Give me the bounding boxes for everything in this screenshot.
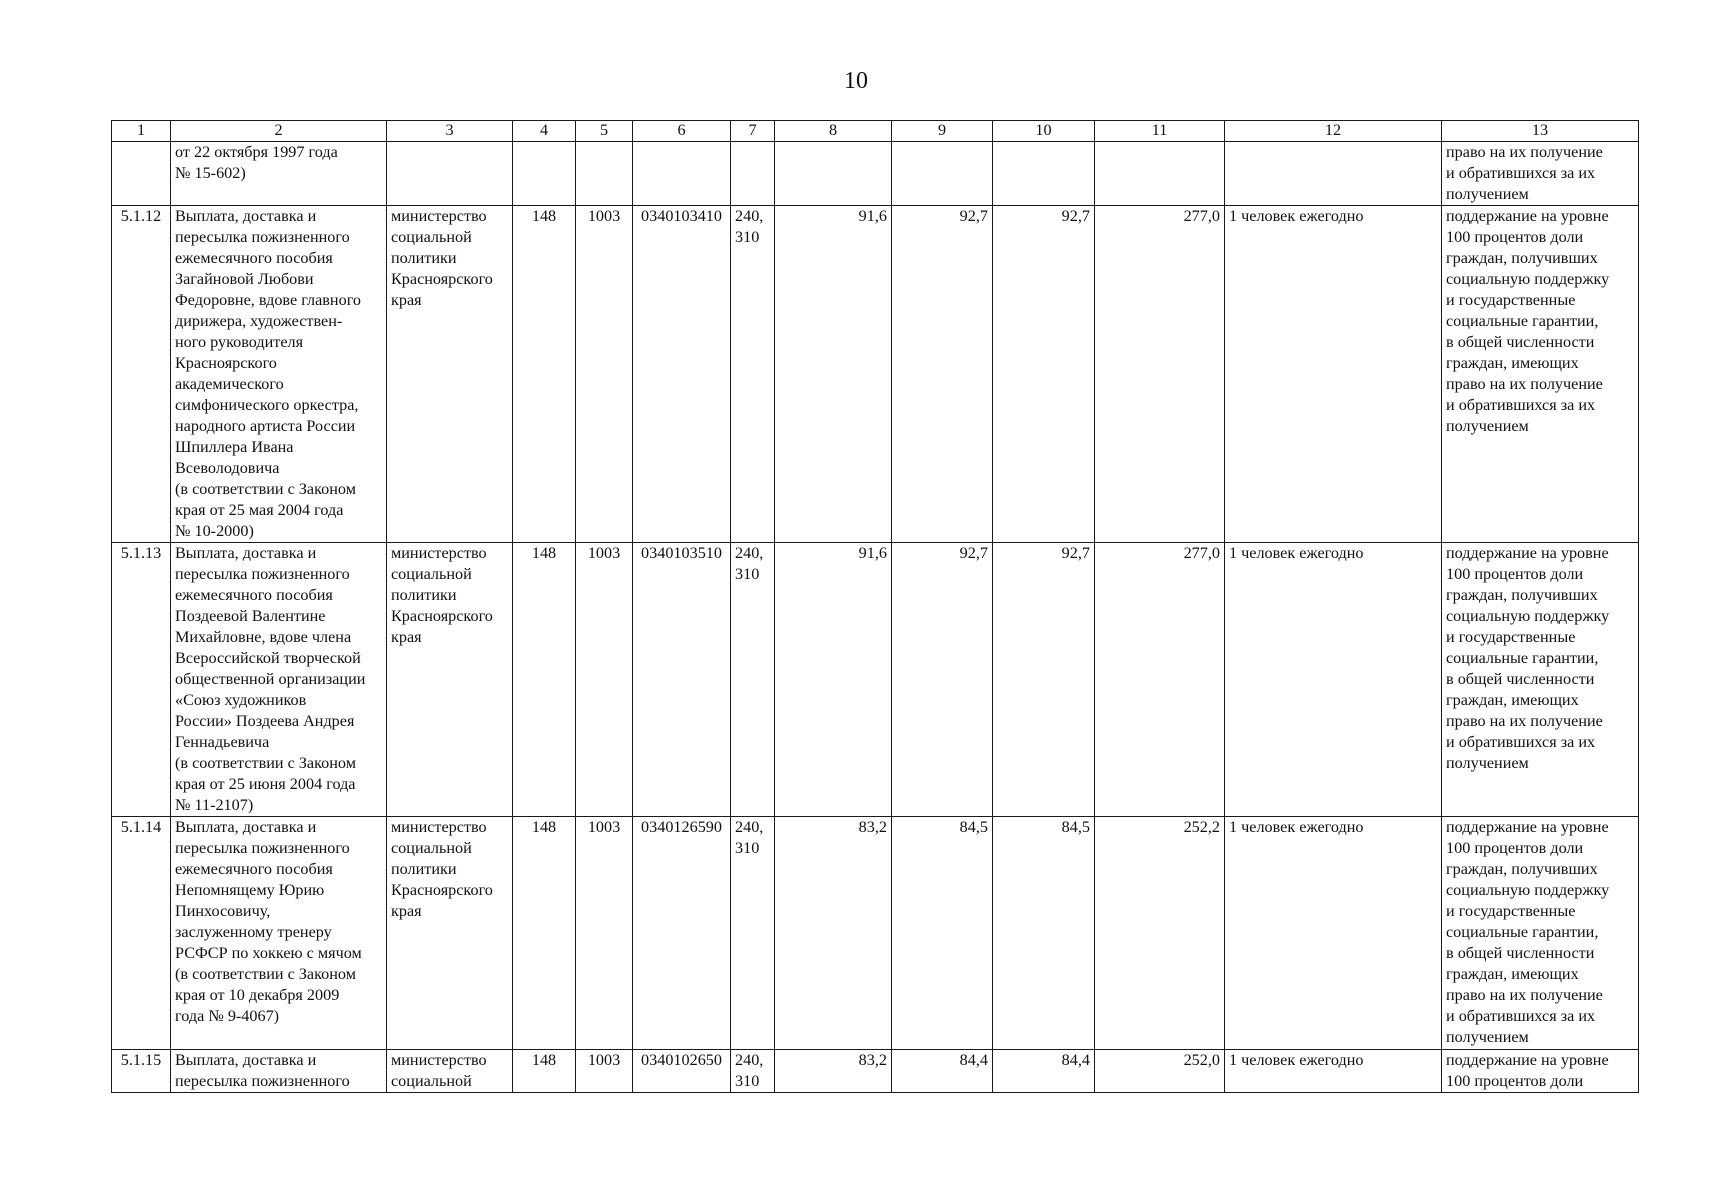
measure-description: Выплата, доставка и пересылка пожизненного ежемесячного пособия Непомнящему Юрию Пинхосовичу, заслуженному тренеру РСФСР по хоккею с мячом (в соответствии с Законом края от 10 декабря 2009 года № 9-4067) [171, 817, 387, 1050]
code-section: 1003 [576, 206, 633, 543]
column-number-5: 5 [576, 121, 633, 142]
responsible-body: министерство социальной политики Красноярского края [387, 817, 513, 1050]
row-number [112, 142, 171, 206]
column-number-10: 10 [993, 121, 1095, 142]
amount-col-9: 92,7 [892, 543, 993, 817]
table-row-continuation [112, 142, 1639, 206]
column-number-9: 9 [892, 121, 993, 142]
code-grbs: 148 [513, 1050, 576, 1093]
code-grbs: 148 [513, 817, 576, 1050]
amount-col-10: 92,7 [993, 206, 1095, 543]
amount-total: 252,0 [1095, 1050, 1225, 1093]
amount-col-8 [775, 142, 892, 206]
code-expense-type: 240, 310 [731, 543, 775, 817]
expected-result: 1 человек ежегодно [1225, 817, 1442, 1050]
table-row [112, 543, 1639, 817]
column-number-header-row [112, 121, 1639, 142]
responsible-body: министерство социальной [387, 1050, 513, 1093]
amount-total: 252,2 [1095, 817, 1225, 1050]
table-row [112, 206, 1639, 543]
column-number-13: 13 [1442, 121, 1639, 142]
indicator-description: поддержание на уровне 100 процентов доли граждан, получивших социальную поддержку и государственные социальные гарантии, в общей численности граждан, имеющих право на их получение и обратившихся за их получением [1442, 543, 1639, 817]
column-number-6: 6 [633, 121, 731, 142]
column-number-11: 11 [1095, 121, 1225, 142]
code-grbs [513, 142, 576, 206]
amount-col-10 [993, 142, 1095, 206]
indicator-description: поддержание на уровне 100 процентов доли граждан, получивших социальную поддержку и государственные социальные гарантии, в общей численности граждан, имеющих право на их получение и обратившихся за их получением [1442, 817, 1639, 1050]
code-section [576, 142, 633, 206]
column-number-4: 4 [513, 121, 576, 142]
indicator-description: поддержание на уровне 100 процентов доли граждан, получивших социальную поддержку и государственные социальные гарантии, в общей численности граждан, имеющих право на их получение и обратившихся за их получением [1442, 206, 1639, 543]
indicator-description: поддержание на уровне 100 процентов доли [1442, 1050, 1639, 1093]
column-number-8: 8 [775, 121, 892, 142]
amount-col-9: 84,4 [892, 1050, 993, 1093]
expected-result [1225, 142, 1442, 206]
amount-total [1095, 142, 1225, 206]
code-expense-type [731, 142, 775, 206]
table-row [112, 817, 1639, 1050]
code-expense-type: 240, 310 [731, 1050, 775, 1093]
code-grbs: 148 [513, 206, 576, 543]
column-number-7: 7 [731, 121, 775, 142]
row-number: 5.1.13 [112, 543, 171, 817]
amount-col-8: 83,2 [775, 817, 892, 1050]
amount-col-8: 83,2 [775, 1050, 892, 1093]
code-target-article: 0340126590 [633, 817, 731, 1050]
amount-col-10: 84,5 [993, 817, 1095, 1050]
responsible-body [387, 142, 513, 206]
code-section: 1003 [576, 1050, 633, 1093]
row-number: 5.1.14 [112, 817, 171, 1050]
code-target-article: 0340103510 [633, 543, 731, 817]
table-row [112, 1050, 1639, 1093]
measure-description: Выплата, доставка и пересылка пожизненного [171, 1050, 387, 1093]
column-number-2: 2 [171, 121, 387, 142]
amount-col-8: 91,6 [775, 543, 892, 817]
amount-total: 277,0 [1095, 206, 1225, 543]
code-target-article [633, 142, 731, 206]
responsible-body: министерство социальной политики Красноярского края [387, 206, 513, 543]
amount-col-9 [892, 142, 993, 206]
code-section: 1003 [576, 543, 633, 817]
responsible-body: министерство социальной политики Красноярского края [387, 543, 513, 817]
expected-result: 1 человек ежегодно [1225, 543, 1442, 817]
page-number: 10 [844, 68, 868, 94]
column-number-1: 1 [112, 121, 171, 142]
code-expense-type: 240, 310 [731, 206, 775, 543]
code-grbs: 148 [513, 543, 576, 817]
expected-result: 1 человек ежегодно [1225, 206, 1442, 543]
row-number: 5.1.12 [112, 206, 171, 543]
code-target-article: 0340103410 [633, 206, 731, 543]
measure-description: Выплата, доставка и пересылка пожизненного ежемесячного пособия Загайновой Любови Федоровне, вдове главного дирижера, художествен- ного руководителя Красноярского академического симфонического оркестра, народного артиста России Шпиллера Ивана Всеволодовича (в соответствии с Законом края от 25 мая 2004 года № 10-2000) [171, 206, 387, 543]
row-number: 5.1.15 [112, 1050, 171, 1093]
amount-col-9: 92,7 [892, 206, 993, 543]
column-number-3: 3 [387, 121, 513, 142]
code-section: 1003 [576, 817, 633, 1050]
program-table [111, 120, 1639, 1093]
column-number-12: 12 [1225, 121, 1442, 142]
amount-col-8: 91,6 [775, 206, 892, 543]
expected-result: 1 человек ежегодно [1225, 1050, 1442, 1093]
code-expense-type: 240, 310 [731, 817, 775, 1050]
code-target-article: 0340102650 [633, 1050, 731, 1093]
indicator-description: право на их получение и обратившихся за их получением [1442, 142, 1639, 206]
amount-total: 277,0 [1095, 543, 1225, 817]
measure-description: Выплата, доставка и пересылка пожизненного ежемесячного пособия Поздеевой Валентине Михайловне, вдове члена Всероссийской творческой общественной организации «Союз художников России» Поздеева Андрея Геннадьевича (в соответствии с Законом края от 25 июня 2004 года № 11-2107) [171, 543, 387, 817]
amount-col-10: 84,4 [993, 1050, 1095, 1093]
measure-description: от 22 октября 1997 года № 15-602) [171, 142, 387, 206]
amount-col-9: 84,5 [892, 817, 993, 1050]
amount-col-10: 92,7 [993, 543, 1095, 817]
